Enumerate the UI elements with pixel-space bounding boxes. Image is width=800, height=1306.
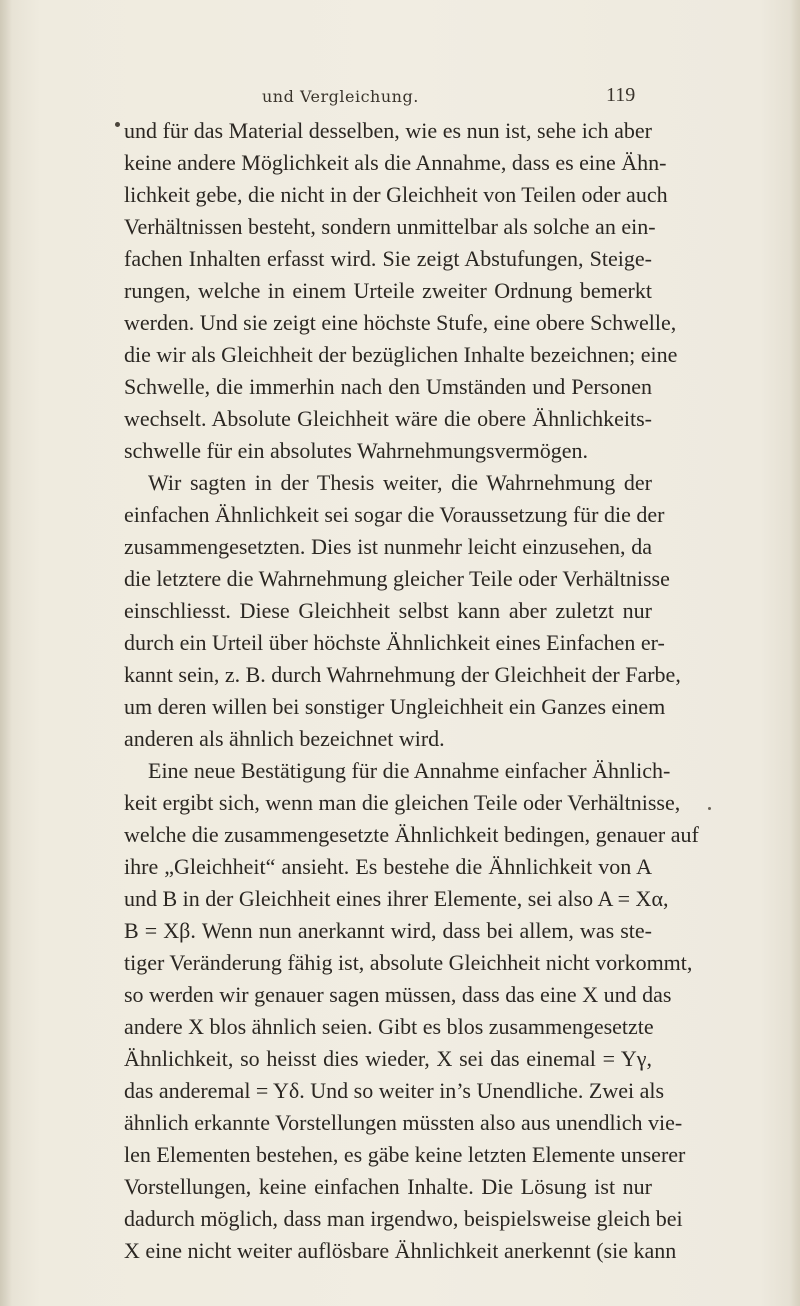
text-line: durch ein Urteil über höchste Ähnlichkeit eines Einfachen er- (124, 630, 665, 655)
text-line: zusammengesetzten. Dies ist nunmehr leicht einzusehen, da (124, 534, 652, 559)
text-line: Ähnlichkeit, so heisst dies wieder, X sei das einemal = Yγ, (124, 1046, 652, 1071)
text-line: tiger Veränderung fähig ist, absolute Gleichheit nicht vorkommt, (124, 950, 693, 975)
text-line: einschliesst. Diese Gleichheit selbst kann aber zuletzt nur (124, 598, 652, 623)
text-line: Wir sagten in der Thesis weiter, die Wahrnehmung der (148, 470, 652, 495)
text-line: keine andere Möglichkeit als die Annahme, dass es eine Ähn- (124, 150, 667, 175)
text-line: Vorstellungen, keine einfachen Inhalte. Die Lösung ist nur (124, 1174, 652, 1199)
text-line: werden. Und sie zeigt eine höchste Stufe, eine obere Schwelle, (124, 310, 677, 335)
text-line: andere X blos ähnlich seien. Gibt es blos zusammengesetzte (124, 1014, 654, 1039)
text-line: fachen Inhalten erfasst wird. Sie zeigt Abstufungen, Steige- (124, 246, 652, 271)
margin-mark (115, 122, 120, 127)
text-line: um deren willen bei sonstiger Ungleichheit ein Ganzes einem (124, 694, 666, 719)
text-line: Verhältnissen besteht, sondern unmittelbar als solche an ein- (124, 214, 656, 239)
text-line: und B in der Gleichheit eines ihrer Elemente, sei also A = Xα, (124, 886, 669, 911)
text-line: len Elementen bestehen, es gäbe keine letzten Elemente unserer (124, 1142, 686, 1167)
text-line: B = Xβ. Wenn nun anerkannt wird, dass bei allem, was ste- (124, 918, 652, 943)
running-head: und Vergleichung. (262, 87, 419, 106)
text-line: kannt sein, z. B. durch Wahrnehmung der Gleichheit der Farbe, (124, 662, 681, 687)
text-line: ihre „Gleichheit“ ansieht. Es bestehe die Ähnlichkeit von A (124, 854, 652, 879)
text-line: wechselt. Absolute Gleichheit wäre die obere Ähnlichkeits- (124, 406, 652, 431)
page-number: 119 (606, 84, 636, 106)
page-edge-left (0, 0, 12, 1306)
text-line: dadurch möglich, dass man irgendwo, beispielsweise gleich bei (124, 1206, 683, 1231)
text-line: die letztere die Wahrnehmung gleicher Teile oder Verhältnisse (124, 566, 670, 591)
text-line: welche die zusammengesetzte Ähnlichkeit bedingen, genauer auf (124, 822, 699, 847)
page-edge-right (790, 0, 800, 1306)
text-line: anderen als ähnlich bezeichnet wird. (124, 726, 445, 751)
text-line: Eine neue Bestätigung für die Annahme einfacher Ähnlich- (148, 758, 671, 783)
text-line: die wir als Gleichheit der bezüglichen Inhalte bezeichnen; eine (124, 342, 678, 367)
text-line: Schwelle, die immerhin nach den Umständen und Personen (124, 374, 652, 399)
text-line: lichkeit gebe, die nicht in der Gleichheit von Teilen oder auch (124, 182, 668, 207)
text-line: X eine nicht weiter auflösbare Ähnlichkeit anerkennt (sie kann (124, 1238, 677, 1263)
text-line: einfachen Ähnlichkeit sei sogar die Voraussetzung für die der (124, 502, 665, 527)
text-line: rungen, welche in einem Urteile zweiter Ordnung bemerkt (124, 278, 652, 303)
text-line: ähnlich erkannte Vorstellungen müssten also aus unendlich vie- (124, 1110, 683, 1135)
text-line: keit ergibt sich, wenn man die gleichen Teile oder Verhältnisse, (124, 790, 681, 815)
text-line: und für das Material desselben, wie es nun ist, sehe ich aber (124, 118, 652, 143)
text-line: schwelle für ein absolutes Wahrnehmungsvermögen. (124, 438, 588, 463)
margin-dot (708, 807, 711, 810)
text-line: so werden wir genauer sagen müssen, dass das eine X und das (124, 982, 672, 1007)
text-line: das anderemal = Yδ. Und so weiter in’s Unendliche. Zwei als (124, 1078, 665, 1103)
